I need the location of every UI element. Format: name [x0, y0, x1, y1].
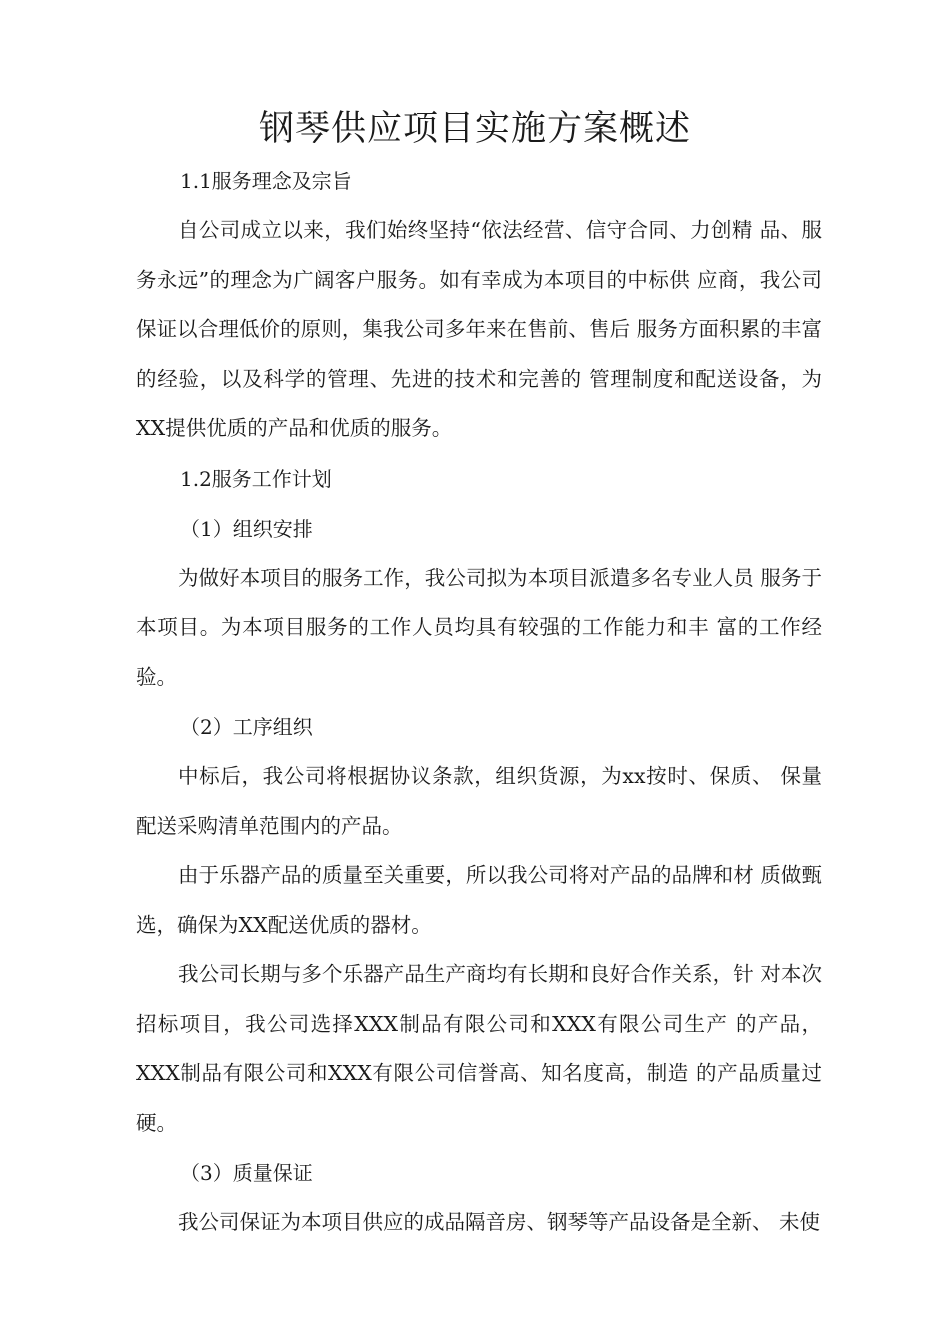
subheading-organization: （1）组织安排	[180, 516, 313, 541]
section-heading-1-1: 1.1服务理念及宗旨	[180, 169, 352, 193]
paragraph-process: 中标后，我公司将根据协议条款，组织货源，为xx按时、保质、 保量配送采购清单范围内的产品。	[136, 764, 822, 838]
section-heading-1-2: 1.2服务工作计划	[180, 466, 332, 491]
document-title: 钢琴供应项目实施方案概述	[258, 109, 691, 149]
paragraph-quality-selection: 由于乐器产品的质量至关重要，所以我公司将对产品的品牌和材 质做甄选，确保为XX配送优质的器材。	[136, 863, 822, 937]
subheading-quality: （3）质量保证	[180, 1161, 313, 1185]
document-body	[136, 156, 822, 1248]
paragraph-service-philosophy: 自公司成立以来，我们始终坚持“依法经营、信守合同、力创精 品、服务永远”的理念为广阔客户服务。如有幸成为本项目的中标供 应商，我公司保证以合理低价的原则，集我公司多年来在售前、售后 服务方面积累的丰富的经验，以及科学的管理、先进的技术和完善的 管理制度和配送设备，为XX提供优质的产品和优质的服务。	[136, 218, 822, 440]
paragraph-organization: 为做好本项目的服务工作，我公司拟为本项目派遣多名专业人员 服务于本项目。为本项目服务的工作人员均具有较强的工作能力和丰 富的工作经验。	[136, 565, 822, 689]
subheading-process: （2）工序组织	[180, 715, 313, 739]
paragraph-suppliers: 我公司长期与多个乐器产品生产商均有长期和良好合作关系，针 对本次招标项目，我公司选择XXX制品有限公司和XXX有限公司生产 的产品，XXX制品有限公司和XXX有限公司信誉高、知名度高，制造 的产品质量过硬。	[136, 962, 822, 1135]
paragraph-quality-guarantee: 我公司保证为本项目供应的成品隔音房、钢琴等产品设备是全新、 未使	[178, 1210, 821, 1234]
